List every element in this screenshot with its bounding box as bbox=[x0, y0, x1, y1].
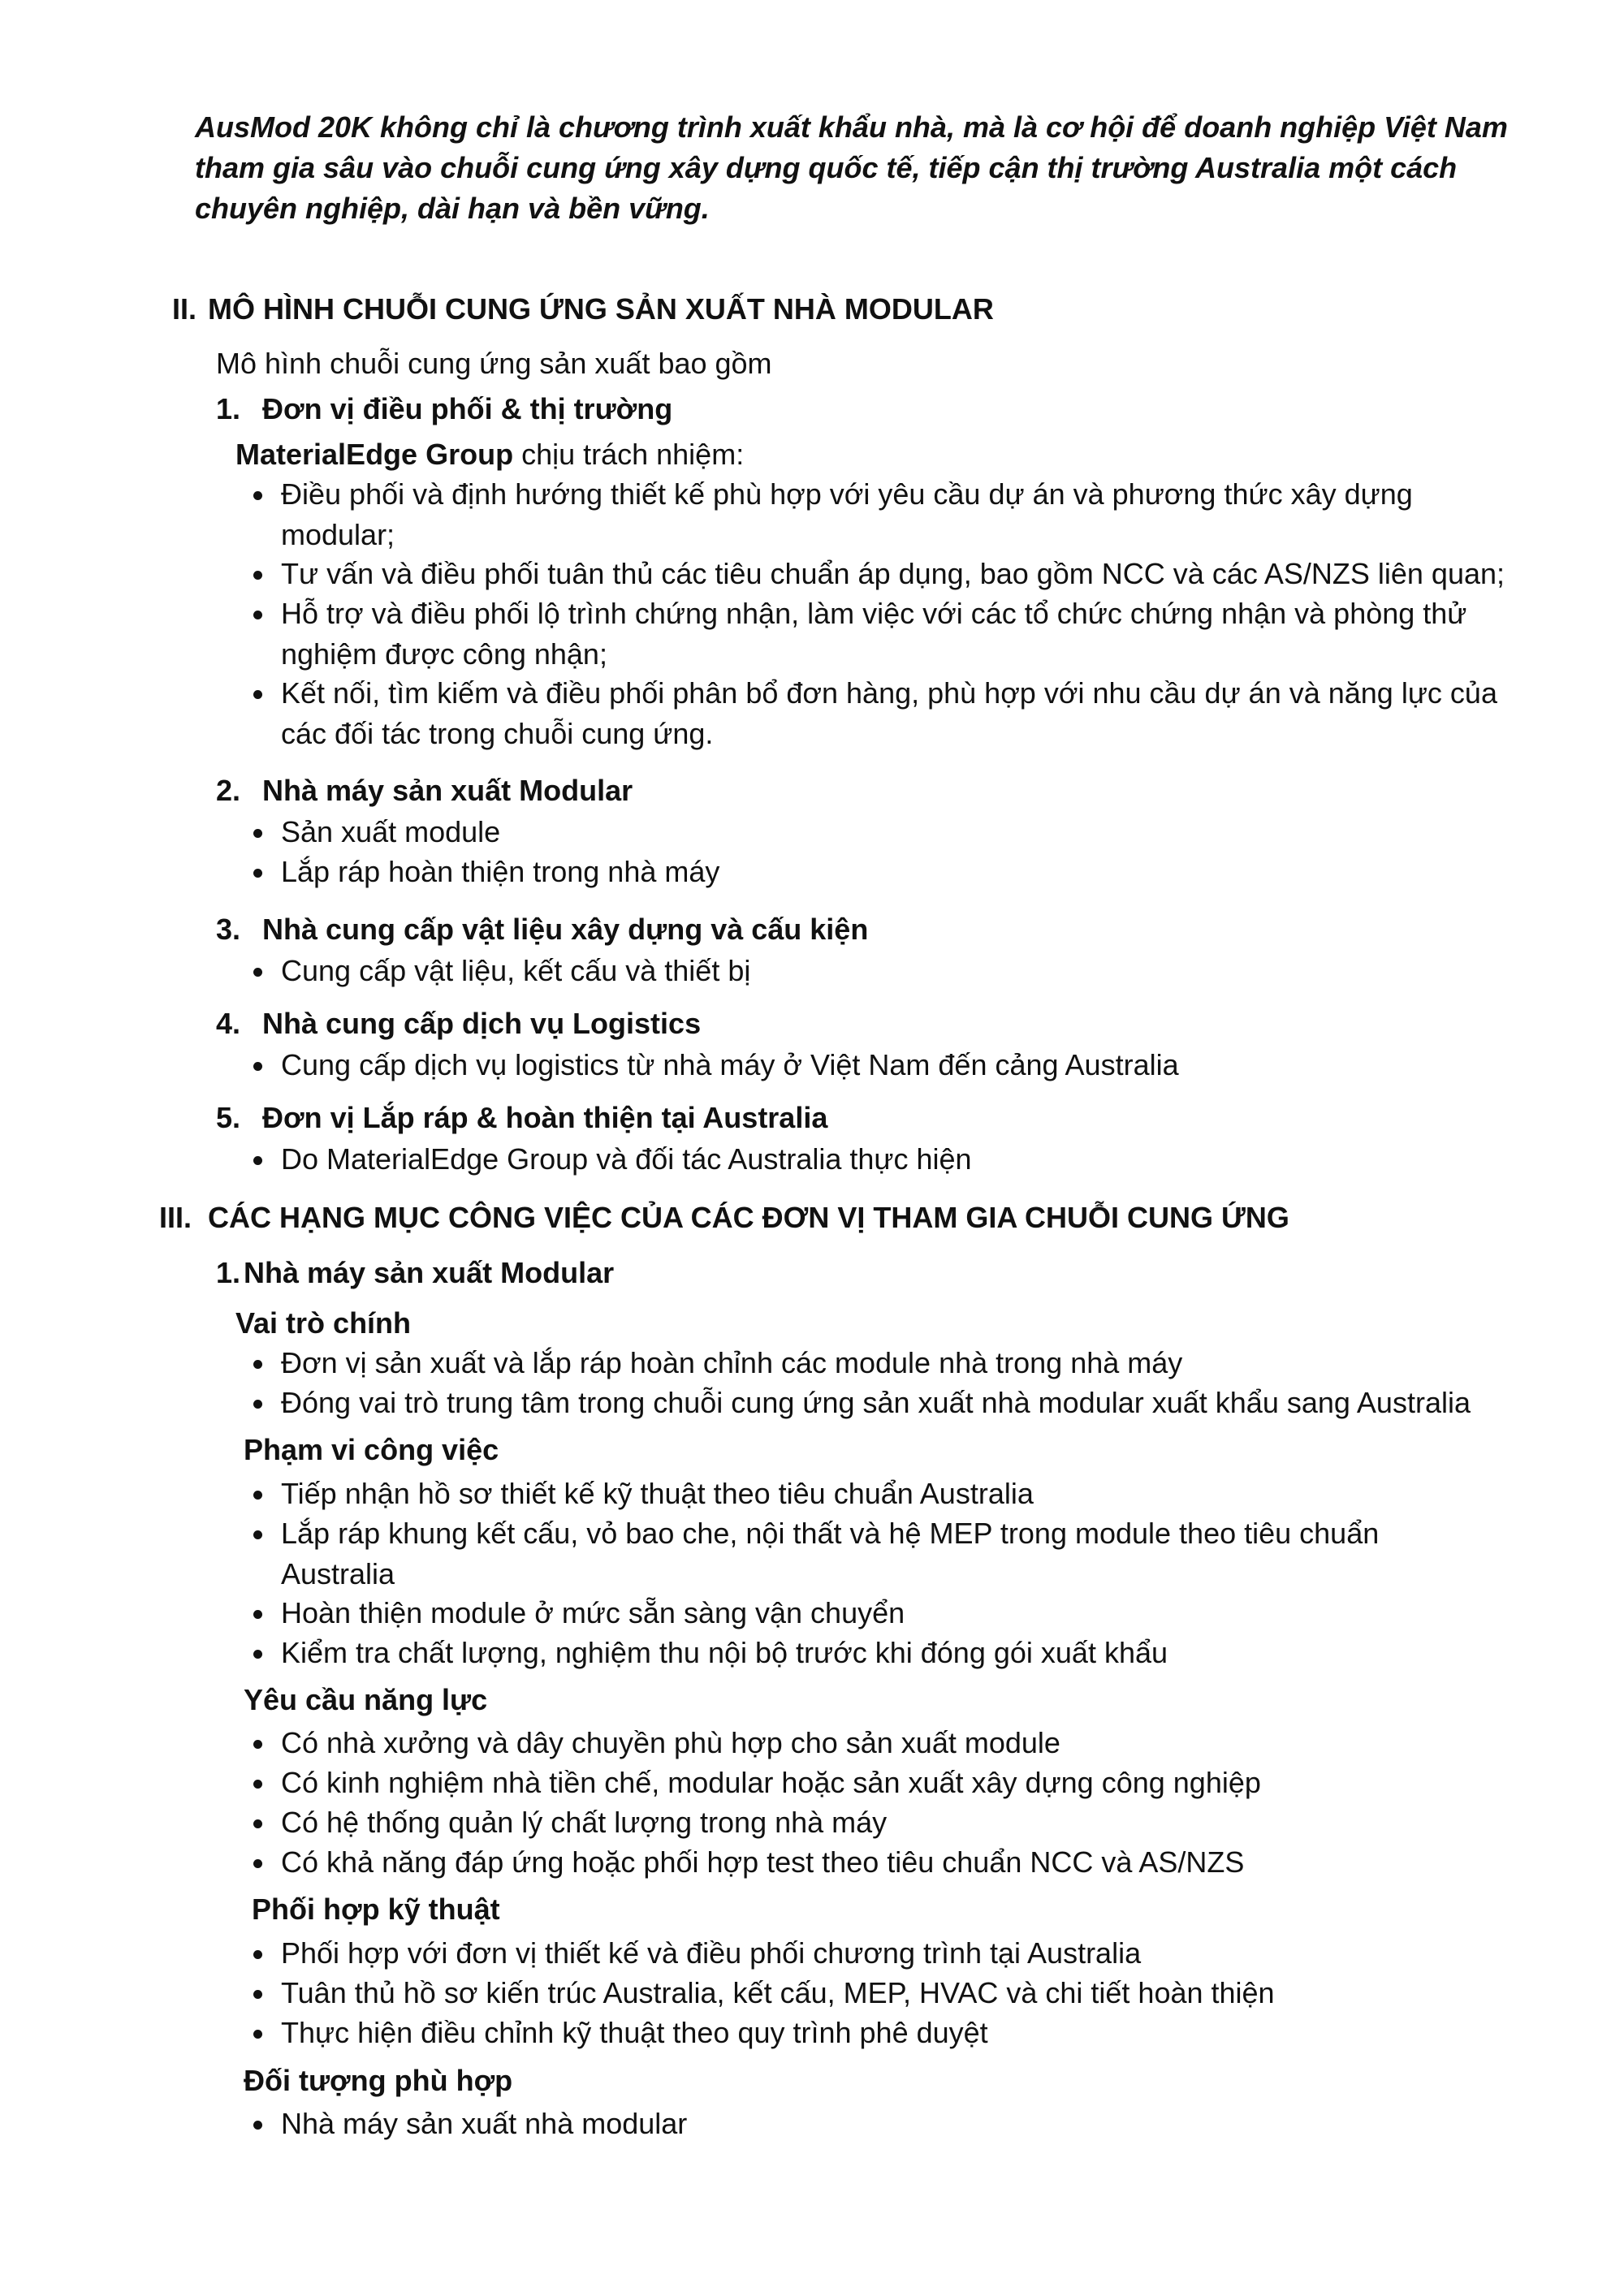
list-item: Tiếp nhận hồ sơ thiết kế kỹ thuật theo tiêu chuẩn Australia bbox=[281, 1474, 1531, 1514]
list-item: Có nhà xưởng và dây chuyền phù hợp cho sản xuất module bbox=[281, 1723, 1531, 1763]
list-item: Do MaterialEdge Group và đối tác Australia thực hiện bbox=[281, 1139, 1531, 1180]
section-3-item-title: Nhà máy sản xuất Modular bbox=[244, 1256, 615, 1289]
list-item: Hoàn thiện module ở mức sẵn sàng vận chuyển bbox=[281, 1593, 1531, 1634]
section-3-item-number: 1. bbox=[216, 1256, 241, 1289]
item-3-number: 3. bbox=[216, 913, 241, 946]
item-1-number: 1. bbox=[216, 392, 241, 425]
section-2-title: MÔ HÌNH CHUỖI CUNG ỨNG SẢN XUẤT NHÀ MODULAR bbox=[208, 292, 994, 326]
list-item: Kết nối, tìm kiếm và điều phối phân bổ đơn hàng, phù hợp với nhu cầu dự án và năng lực của các đối tác trong chuỗi cung ứng. bbox=[281, 673, 1531, 754]
group-heading: Phối hợp kỹ thuật bbox=[252, 1892, 500, 1926]
list-item: Hỗ trợ và điều phối lộ trình chứng nhận, làm việc với các tổ chức chứng nhận và phòng thử nghiệm được công nhận; bbox=[281, 593, 1531, 675]
intro-paragraph: AusMod 20K không chỉ là chương trình xuất khẩu nhà, mà là cơ hội để doanh nghiệp Việt Nam tham gia sâu vào chuỗi cung ứng xây dựng quốc tế, tiếp cận thị trường Australia một cách chuyên nghiệp, dài hạn và bền vững. bbox=[195, 110, 1508, 225]
group-heading: Vai trò chính bbox=[235, 1306, 412, 1340]
list-item: Có kinh nghiệm nhà tiền chế, modular hoặc sản xuất xây dựng công nghiệp bbox=[281, 1763, 1531, 1803]
list-item: Có khả năng đáp ứng hoặc phối hợp test theo tiêu chuẩn NCC và AS/NZS bbox=[281, 1842, 1531, 1883]
item-1-subject-line bbox=[235, 438, 744, 472]
group-heading: Đối tượng phù hợp bbox=[244, 2064, 513, 2097]
item-5-number: 5. bbox=[216, 1101, 241, 1134]
item-2-number: 2. bbox=[216, 774, 241, 807]
item-4-title: Nhà cung cấp dịch vụ Logistics bbox=[262, 1007, 702, 1040]
list-item: Cung cấp dịch vụ logistics từ nhà máy ở Việt Nam đến cảng Australia bbox=[281, 1045, 1531, 1085]
list-item: Tuân thủ hồ sơ kiến trúc Australia, kết cấu, MEP, HVAC và chi tiết hoàn thiện bbox=[281, 1973, 1531, 2013]
list-item: Đóng vai trò trung tâm trong chuỗi cung ứng sản xuất nhà modular xuất khẩu sang Australia bbox=[281, 1383, 1531, 1423]
item-4-number: 4. bbox=[216, 1007, 241, 1040]
list-item: Thực hiện điều chỉnh kỹ thuật theo quy trình phê duyệt bbox=[281, 2013, 1531, 2053]
list-item: Kiểm tra chất lượng, nghiệm thu nội bộ trước khi đóng gói xuất khẩu bbox=[281, 1633, 1531, 1673]
list-item: Đơn vị sản xuất và lắp ráp hoàn chỉnh các module nhà trong nhà máy bbox=[281, 1343, 1531, 1383]
item-2-title: Nhà máy sản xuất Modular bbox=[262, 774, 633, 807]
section-3-numeral: III. bbox=[159, 1201, 192, 1234]
list-item: Sản xuất module bbox=[281, 812, 1531, 852]
section-2-lead: Mô hình chuỗi cung ứng sản xuất bao gồm bbox=[216, 347, 772, 380]
item-5-title: Đơn vị Lắp ráp & hoàn thiện tại Australia bbox=[262, 1101, 828, 1134]
list-item: Nhà máy sản xuất nhà modular bbox=[281, 2104, 1531, 2144]
group-heading: Yêu cầu năng lực bbox=[244, 1683, 488, 1716]
list-item: Tư vấn và điều phối tuân thủ các tiêu chuẩn áp dụng, bao gồm NCC và các AS/NZS liên quan; bbox=[281, 554, 1531, 594]
section-2-numeral: II. bbox=[172, 292, 197, 326]
group-heading: Phạm vi công việc bbox=[244, 1433, 499, 1466]
item-3-title: Nhà cung cấp vật liệu xây dựng và cấu kiện bbox=[262, 913, 869, 946]
item-1-subject-rest: chịu trách nhiệm: bbox=[513, 438, 745, 471]
list-item: Lắp ráp hoàn thiện trong nhà máy bbox=[281, 852, 1531, 892]
list-item: Cung cấp vật liệu, kết cấu và thiết bị bbox=[281, 951, 1531, 991]
list-item: Có hệ thống quản lý chất lượng trong nhà máy bbox=[281, 1802, 1531, 1843]
section-3-title: CÁC HẠNG MỤC CÔNG VIỆC CỦA CÁC ĐƠN VỊ THAM GIA CHUỖI CUNG ỨNG bbox=[208, 1201, 1289, 1234]
item-1-subject: MaterialEdge Group bbox=[235, 438, 514, 471]
list-item: Phối hợp với đơn vị thiết kế và điều phối chương trình tại Australia bbox=[281, 1933, 1531, 1974]
list-item: Điều phối và định hướng thiết kế phù hợp với yêu cầu dự án và phương thức xây dựng modular; bbox=[281, 474, 1531, 555]
item-1-title: Đơn vị điều phối & thị trường bbox=[262, 392, 673, 425]
list-item: Lắp ráp khung kết cấu, vỏ bao che, nội thất và hệ MEP trong module theo tiêu chuẩn Australia bbox=[281, 1513, 1483, 1595]
